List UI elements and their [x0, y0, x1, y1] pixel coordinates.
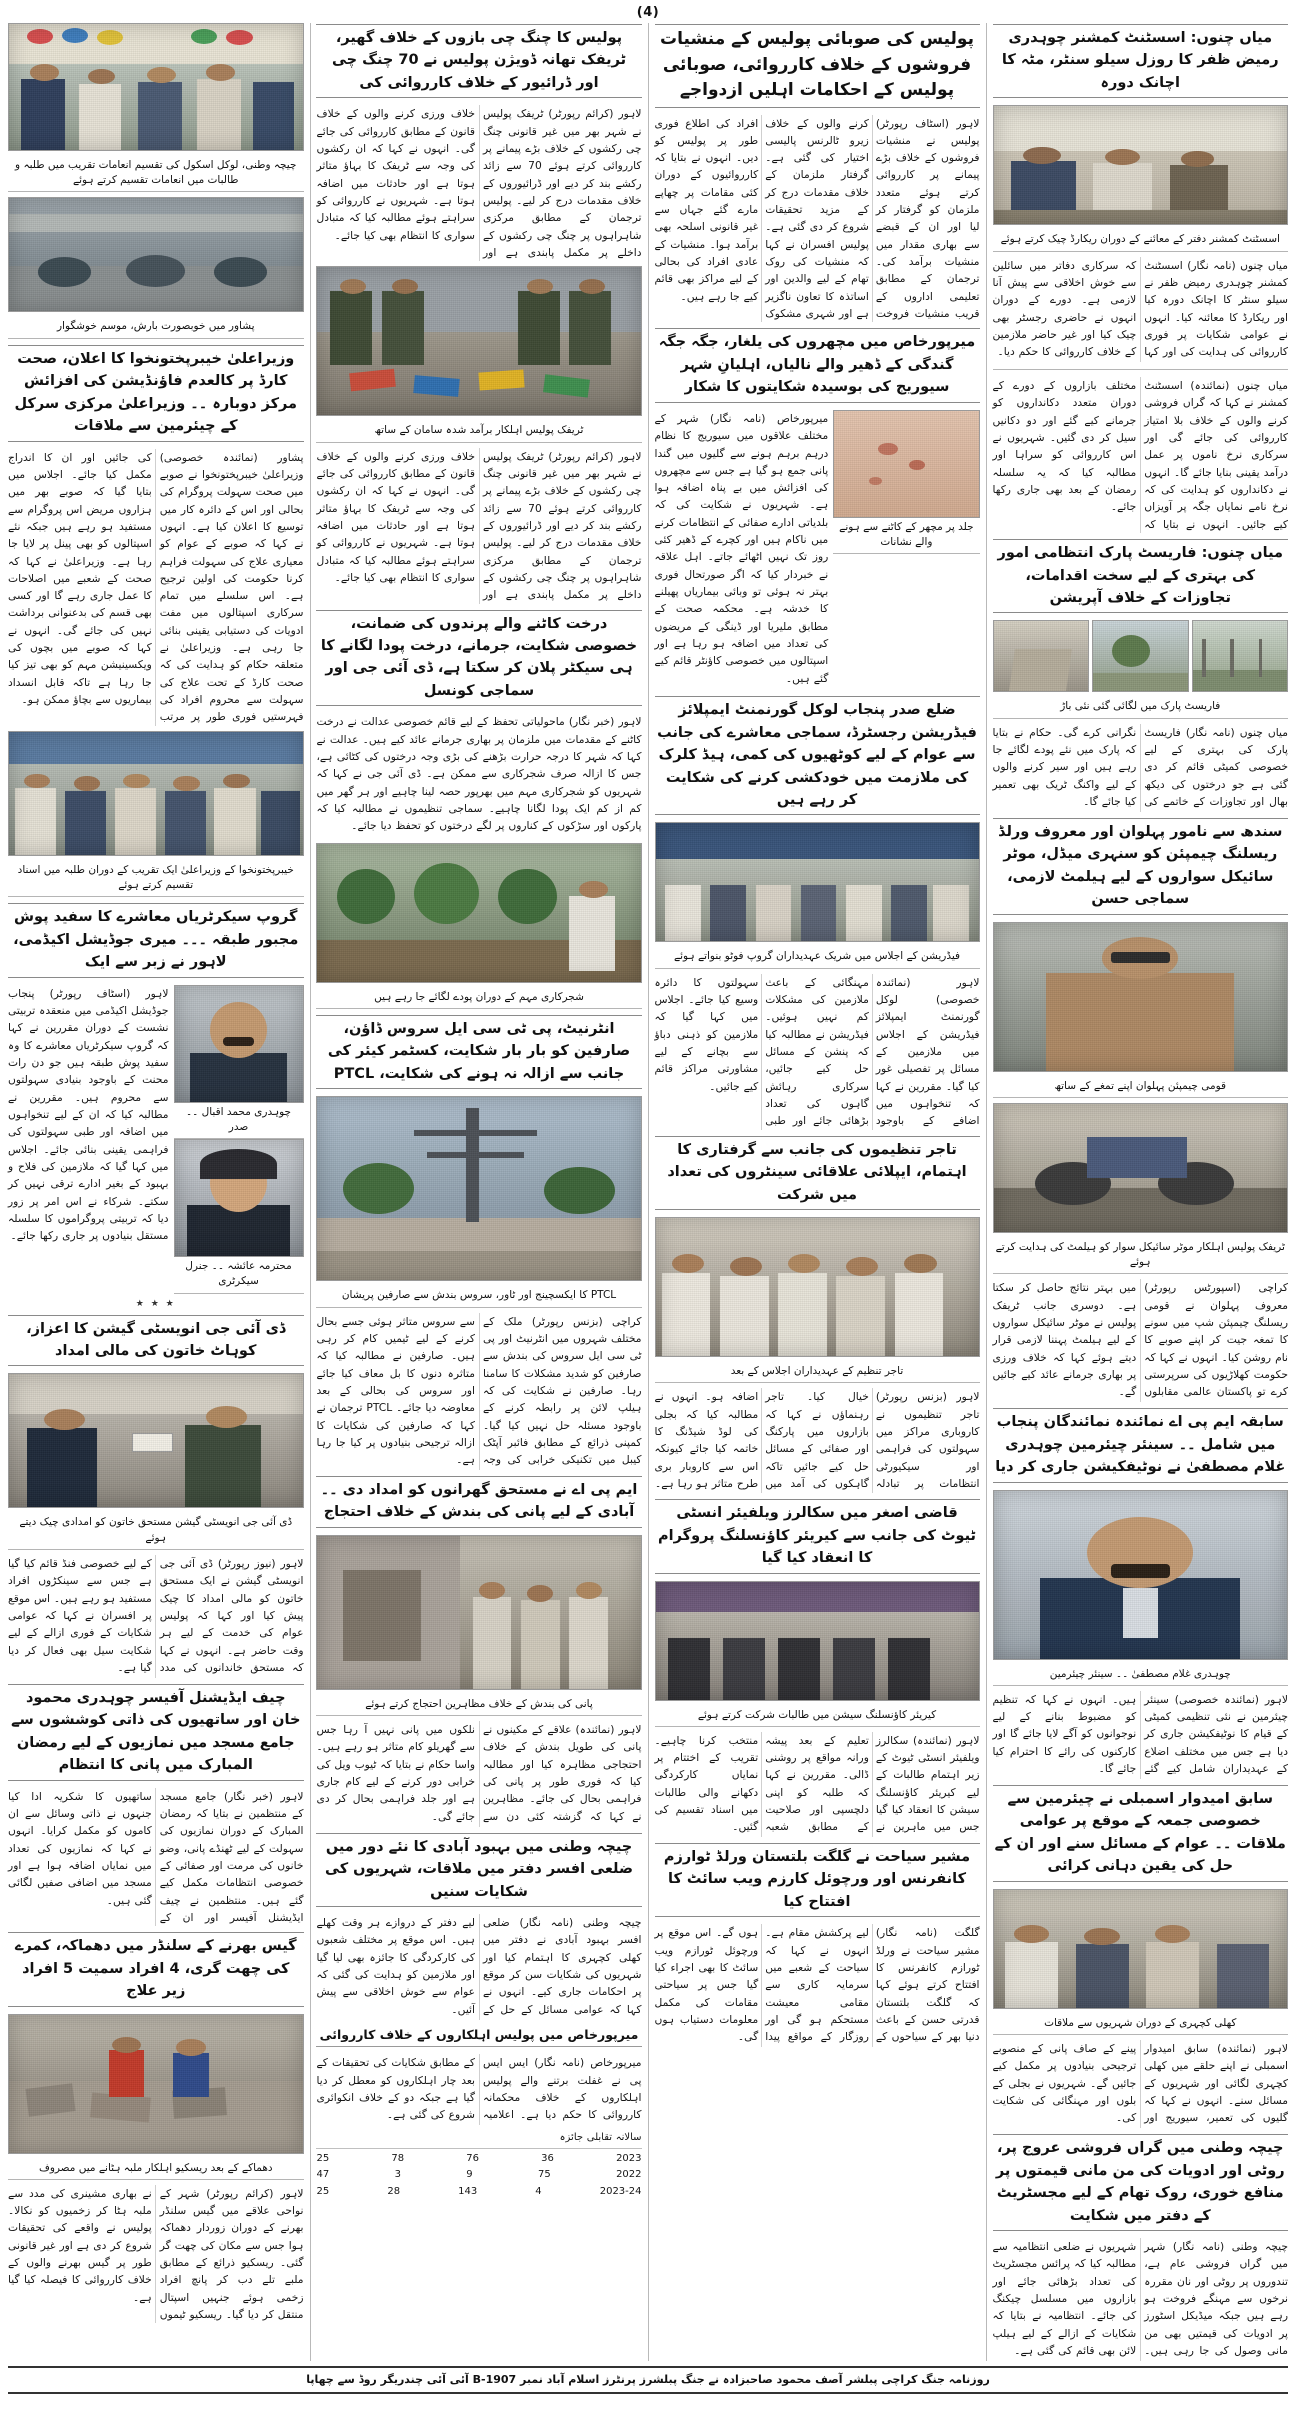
column-divider-1 [310, 23, 311, 2361]
photo-ptcl-tower [316, 1096, 641, 1281]
page-footer: روزنامہ جنگ کراچی پبلشر آصف محمود صاحبزادہ نے جنگ پبلشرز پرنٹرز اسلام آباد نمبر 1907-B آئی آئی چندریگر روڈ سے چھاپا [8, 2366, 1288, 2395]
photo-public-meeting [993, 1889, 1288, 2009]
photo-chairman-portrait [993, 1490, 1288, 1660]
caption-chairman: چوہدری غلام مصطفیٰ ۔۔ سینئر چیئرمین [993, 1665, 1288, 1686]
caption-peshawar-rain: پشاور میں خوبصورت بارش، موسم خوشگوار [8, 317, 303, 338]
caption-federation-meeting: فیڈریشن کے اجلاس میں شریک عہدیداران گروپ فوٹو بنواتے ہوئے [655, 947, 980, 968]
photo-profile-man [174, 985, 304, 1103]
text-chingchi: لاہور (کرائم رپورٹر) ٹریفک پولیس نے شہر بھر میں غیر قانونی چنگ چی رکشوں کے خلاف بڑے پیمانے پر کارروائی کرتے ہوئے 70 سے زائد رکشے بند کر دیے اور ڈرائیوروں کے خلاف مقدمات درج کر لیے۔ پولیس ترجمان کے مطابق مرکزی شاہراہوں پر چنگ چی رکشوں کے داخلے پر مکمل پابندی ہے اور خلاف ورزی کرنے والوں کے خلاف قانون کے مطابق کارروائی کی جائے گی۔ انہوں نے کہا کہ ان رکشوں کی وجہ سے ٹریفک کا بہاؤ متاثر ہوتا ہے اور حادثات میں اضافہ ہوتا ہے۔ شہریوں نے کارروائی کو سراہتے ہوئے مطالبہ کیا کہ متبادل سواری کا انتظام بھی کیا جائے۔ [316, 107, 642, 260]
text-tourism: گلگت (نامہ نگار) مشیر سیاحت نے ورلڈ ٹورازم کانفرنس کا افتتاح کرتے ہوئے کہا کہ گلگت بلتستان قدرتی حسن کے باعث دنیا بھر کے سیاحوں کے لیے پرکشش مقام ہے۔ انہوں نے کہا کہ سیاحت کے شعبے میں سرمایہ کاری سے مقامی معیشت مستحکم ہو گی اور روزگار کے مواقع پیدا ہوں گے۔ اس موقع پر ورچوئل ٹورازم ویب سائٹ کا بھی اجراء کیا گیا جس پر سیاحتی مقامات کی مکمل معلومات دستیاب ہوں گی۔ [654, 1926, 980, 2044]
photo-career-counselling [655, 1581, 980, 1701]
caption-water-protest: پانی کی بندش کے خلاف مظاہرین احتجاج کرتے ہوئے [316, 1695, 641, 1716]
headline-drug-operation: پولیس کی صوبائی پولیس کے منشیات فروشوں کے خلاف کارروائی، صوبائی پولیس کے احکامات اہلیں ازدواجے [655, 24, 980, 108]
photo-cm-certificates [8, 731, 303, 856]
text-ptcl: کراچی (بزنس رپورٹر) ملک کے مختلف شہروں میں انٹرنیٹ اور پی ٹی سی ایل سروس کی بندش سے صارفین کو شدید مشکلات کا سامنا رہا۔ صارفین نے شکایت کی کہ ہیلپ لائن پر رابطہ کرنے کے باوجود مسئلہ حل نہیں کیا گیا۔ کمپنی ذرائع کے مطابق فائبر آپٹک کیبل میں تکنیکی خرابی کی وجہ سے سروس متاثر ہوئی جسے بحال کرنے کے لیے ٹیمیں کام کر رہی ہیں۔ صارفین نے مطالبہ کیا کہ متاثرہ دنوں کا بل معاف کیا جائے اور سروس کی بحالی کے بعد معاوضہ دیا جائے۔ PTCL ترجمان نے کہا کہ صارفین کی شکایات کا ازالہ ترجیحی بنیادوں پر کیا جا رہا ہے۔ [316, 1314, 642, 1467]
subhead-mirpurkhas: میرپورخاص میں پولیس اہلکاروں کے خلاف کارروائی [316, 2025, 641, 2048]
text-mosque-arrangements: لاہور (خبر نگار) جامع مسجد کے منتظمین نے بتایا کہ رمضان المبارک کے دوران نمازیوں کی سہولت کے لیے ٹھنڈے پانی، وضو خانوں کی مرمت اور صفائی کے خصوصی انتظامات مکمل کیے گئے ہیں۔ منتظمین نے چیف ایڈیشنل آفیسر اور ان کے ساتھیوں کا شکریہ ادا کیا جنہوں نے ذاتی وسائل سے ان کاموں کو مکمل کرایا۔ انہوں نے کہا کہ نمازیوں کی تعداد میں نمایاں اضافہ ہوا ہے اور مسجد میں اضافی صفیں لگائی گئی ہیں۔ [8, 1789, 304, 1924]
caption-ptcl-tower: PTCL کا ایکسچینج اور ٹاور، سروس بندش سے صارفین پریشان [316, 1286, 641, 1307]
headline-dig-aid: ڈی آئی جی انویسٹی گیشن کا اعزاز، کوہاٹ خاتون کی مالی امداد [8, 1315, 303, 1367]
caption-cm-certificates: خیبرپختونخوا کے وزیراعلیٰ ایک تقریب کے دوران طلبہ میں اسناد تقسیم کرتے ہوئے [8, 861, 303, 897]
table-row: 2023 36 76 78 25 [316, 2153, 642, 2165]
text-career-counselling: لاہور (نمائندہ) سکالرز ویلفیئر انسٹی ٹیوٹ کے زیر اہتمام طالبات کے لیے کیریئر کاؤنسلنگ سیشن کا انعقاد کیا گیا جس میں ماہرین نے تعلیم کے بعد پیشہ ورانہ مواقع پر روشنی ڈالی۔ مقررین نے کہا کہ طلبہ کو اپنی دلچسپی اور صلاحیت کے مطابق شعبہ منتخب کرنا چاہیے۔ تقریب کے اختتام پر نمایاں کارکردگی دکھانے والی طالبات میں اسناد تقسیم کی گئیں۔ [654, 1733, 980, 1834]
headline-cylinder-blast: گیس بھرنے کے سلنڈر میں دھماکہ، کمرے کی چھت گری، 4 افراد سمیت 5 افراد زیر علاج [8, 1932, 303, 2006]
page-grid [8, 23, 1288, 2361]
text-traders: لاہور (بزنس رپورٹر) تاجر تنظیموں نے کاروباری مراکز میں سہولتوں کی فراہمی اور سیکیورٹی انتظامات پر تبادلہ خیال کیا۔ تاجر رہنماؤں نے کہا کہ بازاروں میں پارکنگ اور صفائی کے مسائل حل کیے جائیں تاکہ گاہکوں کی آمد میں اضافہ ہو۔ انہوں نے مطالبہ کیا کہ بجلی کی لوڈ شیڈنگ کا خاتمہ کیا جائے کیونکہ اس سے کاروبار بری طرح متاثر ہو رہا ہے۔ [654, 1390, 980, 1490]
headline-traders: تاجر تنظیموں کی جانب سے گرفتاری کا اہتمام، ایپلائی علاقائی سینٹروں کی تعداد میں شرکت [655, 1136, 980, 1210]
text-price-hike: چیچہ وطنی (نامہ نگار) شہر میں گراں فروشی عام ہے، تندوروں پر روٹی اور نان مقررہ نرخوں سے مہنگے فروخت ہو رہے ہیں جبکہ میڈیکل اسٹورز پر ادویات کی قیمتیں بھی من مانی وصول کی جا رہی ہیں۔ شہریوں نے ضلعی انتظامیہ سے مطالبہ کیا کہ پرائس مجسٹریٹ کی تعداد بڑھائی جائے اور بازاروں میں مسلسل چیکنگ کی جائے۔ انتظامیہ نے بتایا کہ شکایات کے ازالے کے لیے ہیلپ لائن بھی قائم کی گئی ہے۔ [992, 2240, 1288, 2357]
caption-profile-man: چوہدری محمد اقبال ۔۔ صدر [174, 1103, 304, 1139]
photo-strip-park [993, 620, 1288, 692]
table-row: 2023-24 4 143 28 25 [316, 2185, 642, 2197]
caption-public-meeting: کھلی کچہری کے دوران شہریوں سے ملاقات [993, 2014, 1288, 2035]
caption-ac-office: اسسٹنٹ کمشنر دفتر کے معائنے کے دوران ریکارڈ چیک کرتے ہوئے [993, 230, 1288, 251]
column-left: چیچہ وطنی، لوکل اسکول کی تقسیم انعامات تقریب میں طلبہ و طالبات میں انعامات تقسیم کرتے ہوئے پشاور میں خوبصورت بارش، موسم خوشگوار وزیراعلیٰ خیبرپختونخوا کا اعلان، صحت کارڈ پر کالعدم فاؤنڈیشن کی افزائش مرکز دوبارہ ۔۔ وزیراعلیٰ مرکزی سرکل کے چیئرمین سے ملاقات پشاور (نمائندہ خصوصی) وزیراعلیٰ خیبرپختونخوا نے صوبے میں صحت سہولت پروگرام کی بحالی اور اس کے دائرہ کار میں توسیع کا اعلان کیا ہے۔ انہوں نے کہا کہ صوبے کے عوام کو معیاری علاج کی سہولت فراہم کرنا حکومت کی اولین ترجیح ہے۔ اس سلسلے میں تمام سرکاری اسپتالوں میں مفت ادویات کی دستیابی یقینی بنائی جا رہی ہے۔ وزیراعلیٰ نے متعلقہ حکام کو ہدایت کی کہ صحت کارڈ کے تحت علاج کی سہولت سے محروم افراد کی فہرستیں فوری طور پر مرتب کی جائیں اور ان کا اندراج مکمل کیا جائے۔ اجلاس میں بتایا گیا کہ صوبے بھر میں ہزاروں مریض اس پروگرام سے مستفید ہو رہے ہیں جبکہ نئے اسپتالوں کو بھی پینل پر لایا جا رہا ہے۔ وزیراعلیٰ نے کہا کہ صحت کے شعبے میں اصلاحات کا عمل جاری رہے گا اور کسی بھی قسم کی بدعنوانی برداشت نہیں کی جائے گی۔ انہوں نے کہا کہ صوبے میں بچوں کی ویکسینیشن مہم کو بھی تیز کیا جا رہا ہے تاکہ قابل انسداد بیماریوں سے بچاؤ ممکن ہو۔ خیبرپختونخوا کے وزیراعلیٰ ایک تقریب کے دوران طلبہ میں اسناد تقسیم کرتے ہوئے گروپ سیکرٹریاں معاشرے کا سفید پوش مجبور طبقہ ۔۔۔ میری جوڈیشل اکیڈمی، لاہور نے زبر سے ایک چوہدری محمد اقبال ۔۔ صدر محترمہ عائشہ ۔۔ جنرل سیکرٹری لاہور (اسٹاف رپورٹر) پنجاب جوڈیشل اکیڈمی میں منعقدہ تربیتی نشست کے دوران مقررین نے کہا کہ گروپ سیکرٹریاں معاشرے کا وہ سفید پوش طبقہ ہیں جو دن رات محنت کے باوجود بنیادی سہولتوں سے محروم ہیں۔ مقررین نے مطالبہ کیا کہ ان کے لیے تنخواہوں میں اضافہ اور طبی سہولتوں کی فراہمی یقینی بنائی جائے۔ اجلاس میں کہا گیا کہ ملازمین کی فلاح و بہبود کے بغیر ادارے ترقی نہیں کر سکتے۔ شرکاء نے اس امر پر زور دیا کہ تربیتی پروگراموں کا سلسلہ مستقل بنیادوں پر جاری رکھا جائے۔ ★ ★ ★ ڈی آئی جی انویسٹی گیشن کا اعزاز، کوہاٹ خاتون کی مالی امداد ڈی آئی جی انویسٹی گیشن مستحق خاتون کو امدادی چیک دیتے ہوئے لاہور (نیوز رپورٹر) ڈی آئی جی انویسٹی گیشن نے ایک مستحق خاتون کو مالی امداد کا چیک پیش کیا اور کہا کہ پولیس عوام کی خدمت کے لیے ہر وقت حاضر ہے۔ انہوں نے کہا کہ مستحق خاندانوں کی مدد کے لیے خصوصی فنڈ قائم کیا گیا ہے جس سے سینکڑوں افراد مستفید ہو رہے ہیں۔ اس موقع پر افسران نے کہا کہ عوامی شکایات کے فوری ازالے کے لیے شکایت سیل بھی فعال کر دیا گیا ہے۔ چیف ایڈیشنل آفیسر چوہدری محمود خان اور ساتھیوں کی ذاتی کوششوں سے جامع مسجد میں نمازیوں کے لیے رمضان المبارک میں پانی کا انتظام لاہور (خبر نگار) جامع مسجد کے منتظمین نے بتایا کہ رمضان المبارک کے دوران نمازیوں کی سہولت کے لیے ٹھنڈے پانی، وضو خانوں کی مرمت اور صفائی کے خصوصی انتظامات مکمل کیے گئے ہیں۔ منتظمین نے چیف ایڈیشنل آفیسر اور ان کے ساتھیوں کا شکریہ ادا کیا جنہوں نے ذاتی وسائل سے ان کاموں کو مکمل کرایا۔ انہوں نے کہا کہ نمازیوں کی تعداد میں نمایاں اضافہ ہوا ہے اور مسجد میں اضافی صفیں لگائی گئی ہیں۔ گیس بھرنے کے سلنڈر میں دھماکہ، کمرے کی چھت گری، 4 افراد سمیت 5 افراد زیر علاج دھماکے کے بعد ریسکیو اہلکار ملبہ ہٹانے میں مصروف لاہور (کرائم رپورٹر) شہر کے نواحی علاقے میں گیس سلنڈر بھرنے کے دوران زوردار دھماکہ ہوا جس سے مکان کی چھت گر گئی۔ ریسکیو ذرائع کے مطابق ملبے تلے دب کر پانچ افراد زخمی ہوئے جنہیں اسپتال منتقل کر دیا گیا۔ ریسکیو ٹیموں نے بھاری مشینری کی مدد سے ملبہ ہٹا کر زخمیوں کو نکالا۔ پولیس نے واقعے کی تحقیقات شروع کر دی ہے اور غیر قانونی طور پر گیس بھرنے والوں کے خلاف کارروائی کا فیصلہ کیا گیا ہے۔ [8, 23, 303, 2323]
column-center-left: پولیس کا چنگ چی بازوں کے خلاف گھیر، ٹریفک تھانہ ڈویژن پولیس نے 70 چنگ چی اور ڈرائیور کے خلاف کارروائی کی لاہور (کرائم رپورٹر) ٹریفک پولیس نے شہر بھر میں غیر قانونی چنگ چی رکشوں کے خلاف بڑے پیمانے پر کارروائی کرتے ہوئے 70 سے زائد رکشے بند کر دیے اور ڈرائیوروں کے خلاف مقدمات درج کر لیے۔ پولیس ترجمان کے مطابق مرکزی شاہراہوں پر چنگ چی رکشوں کے داخلے پر مکمل پابندی ہے اور خلاف ورزی کرنے والوں کے خلاف قانون کے مطابق کارروائی کی جائے گی۔ انہوں نے کہا کہ ان رکشوں کی وجہ سے ٹریفک کا بہاؤ متاثر ہوتا ہے اور حادثات میں اضافہ ہوتا ہے۔ شہریوں نے کارروائی کو سراہتے ہوئے مطالبہ کیا کہ متبادل سواری کا انتظام بھی کیا جائے۔ ٹریفک پولیس اہلکار برآمد شدہ سامان کے ساتھ لاہور (کرائم رپورٹر) ٹریفک پولیس نے شہر بھر میں غیر قانونی چنگ چی رکشوں کے خلاف بڑے پیمانے پر کارروائی کرتے ہوئے 70 سے زائد رکشے بند کر دیے اور ڈرائیوروں کے خلاف مقدمات درج کر لیے۔ پولیس ترجمان کے مطابق مرکزی شاہراہوں پر چنگ چی رکشوں کے داخلے پر مکمل پابندی ہے اور خلاف ورزی کرنے والوں کے خلاف قانون کے مطابق کارروائی کی جائے گی۔ انہوں نے کہا کہ ان رکشوں کی وجہ سے ٹریفک کا بہاؤ متاثر ہوتا ہے اور حادثات میں اضافہ ہوتا ہے۔ شہریوں نے کارروائی کو سراہتے ہوئے مطالبہ کیا کہ متبادل سواری کا انتظام بھی کیا جائے۔ درخت کاٹنے والے پرندوں کی ضمانت، خصوصی شکایت، جرمانے، درخت پودا لگانے کا ہی سیکٹر پلان کر سکتا ہے، ڈی آئی جی اور سماجی کونسل لاہور (خبر نگار) ماحولیاتی تحفظ کے لیے قائم خصوصی عدالت نے درخت کاٹنے کے مقدمات میں ملزمان پر بھاری جرمانے عائد کیے ہیں۔ عدالت نے کہا کہ شہر کا درجہ حرارت بڑھنے کی بڑی وجہ درختوں کی کٹائی ہے، جس کا ازالہ صرف شجرکاری سے ممکن ہے۔ ڈی آئی جی نے کہا کہ شہریوں کو شجرکاری مہم میں بھرپور حصہ لینا چاہیے اور ہر گھر میں کم از کم ایک پودا لگانا چاہیے۔ سماجی تنظیموں نے مطالبہ کیا کہ پارکوں اور سڑکوں کے کناروں پر لگے درختوں کو تحفظ دیا جائے۔ شجرکاری مہم کے دوران پودے لگائے جا رہے ہیں انٹرنیٹ، پی ٹی سی ایل سروس ڈاؤن، صارفین کو بار بار شکایت، کسٹمر کیئر کی جانب سے ازالہ نہ ہونے کی شکایت، PTCL PTCL کا ایکسچینج اور ٹاور، سروس بندش سے صارفین پریشان کراچی (بزنس رپورٹر) ملک کے مختلف شہروں میں انٹرنیٹ اور پی ٹی سی ایل سروس کی بندش سے صارفین کو شدید مشکلات کا سامنا رہا۔ صارفین نے شکایت کی کہ ہیلپ لائن پر رابطہ کرنے کے باوجود مسئلہ حل نہیں کیا گیا۔ کمپنی ذرائع کے مطابق فائبر آپٹک کیبل میں تکنیکی خرابی کی وجہ سے سروس متاثر ہوئی جسے بحال کرنے کے لیے ٹیمیں کام کر رہی ہیں۔ صارفین نے مطالبہ کیا کہ متاثرہ دنوں کا بل معاف کیا جائے اور سروس کی بحالی کے بعد معاوضہ دیا جائے۔ PTCL ترجمان نے کہا کہ صارفین کی شکایات کا ازالہ ترجیحی بنیادوں پر کیا جا رہا ہے۔ ایم پی اے نے مستحق گھرانوں کو امداد دی ۔۔ آبادی کے لیے پانی کی بندش کے خلاف احتجاج پانی کی بندش کے خلاف مظاہرین احتجاج کرتے ہوئے لاہور (نمائندہ) علاقے کے مکینوں نے پانی کی طویل بندش کے خلاف احتجاجی مظاہرہ کیا اور مطالبہ کیا کہ فوری طور پر پانی کی فراہمی بحال کی جائے۔ مظاہرین نے کہا کہ گزشتہ کئی دن سے نلکوں میں پانی نہیں آ رہا جس سے گھریلو کام متاثر ہو رہے ہیں۔ واسا حکام نے بتایا کہ ٹیوب ویل کی خرابی دور کرنے کے لیے کام جاری ہے اور جلد فراہمی بحال کر دی جائے گی۔ چیچہ وطنی میں بہبود آبادی کا نئے دور میں ضلعی افسر دفتر میں ملاقات، شہریوں کی شکایات سنیں چیچہ وطنی (نامہ نگار) ضلعی افسر بہبود آبادی نے دفتر میں کھلی کچہری کا اہتمام کیا اور شہریوں کی شکایات سن کر موقع پر احکامات جاری کیے۔ انہوں نے کہا کہ عوامی مسائل کے حل کے لیے دفتر کے دروازے ہر وقت کھلے ہیں۔ اس موقع پر مختلف شعبوں کی کارکردگی کا جائزہ بھی لیا گیا اور ملازمین کو ہدایت کی گئی کہ عوام سے خوش اخلاقی سے پیش آئیں۔ میرپورخاص میں پولیس اہلکاروں کے خلاف کارروائی میرپورخاص (نامہ نگار) ایس ایس پی نے غفلت برتنے والے پولیس اہلکاروں کے خلاف محکمانہ کارروائی کا حکم دیا ہے۔ اعلامیہ کے مطابق شکایات کی تحقیقات کے بعد چار اہلکاروں کو معطل کر دیا گیا ہے جبکہ دو کے خلاف انکوائری شروع کی گئی ہے۔ سالانہ تقابلی جائزہ 2023 36 76 78 25 2022 75 9 3 47 2023-24 4 143 28 25 [316, 23, 641, 2200]
headline-secretaries: گروپ سیکرٹریاں معاشرے کا سفید پوش مجبور طبقہ ۔۔۔ میری جوڈیشل اکیڈمی، لاہور نے زبر سے ایک [8, 903, 303, 977]
caption-career-counselling: کیریئر کاؤنسلنگ سیشن میں طالبات شرکت کرتے ہوئے [655, 1706, 980, 1727]
text-cylinder-blast: لاہور (کرائم رپورٹر) شہر کے نواحی علاقے میں گیس سلنڈر بھرنے کے دوران زوردار دھماکہ ہوا جس سے مکان کی چھت گر گئی۔ ریسکیو ذرائع کے مطابق ملبے تلے دب کر پانچ افراد زخمی ہوئے جنہیں اسپتال منتقل کر دیا گیا۔ ریسکیو ٹیموں نے بھاری مشینری کی مدد سے ملبہ ہٹا کر زخمیوں کو نکالا۔ پولیس نے واقعے کی تحقیقات شروع کر دی ہے اور غیر قانونی طور پر گیس بھرنے والوں کے خلاف کارروائی کا فیصلہ کیا گیا ہے۔ [8, 2186, 304, 2322]
comparison-table [316, 2130, 641, 2200]
caption-wrestler: قومی چیمپئن پہلوان اپنے تمغے کے ساتھ [993, 1077, 1288, 1098]
headline-ptcl: انٹرنیٹ، پی ٹی سی ایل سروس ڈاؤن، صارفین کو بار بار شکایت، کسٹمر کیئر کی جانب سے ازالہ نہ ہونے کی شکایت، PTCL [316, 1015, 641, 1089]
column-divider-3 [986, 23, 987, 2361]
headline-notification: سابقہ ایم پی اے نمائندہ نمائندگان پنجاب میں شامل ۔۔ سینئر چیئرمین چوہدری غلام مصطفیٰ نے نوٹیفکیشن جاری کر دیا [993, 1408, 1288, 1482]
headline-wrestler: سندھ سے نامور پہلوان اور معروف ورلڈ ریسلنگ چیمپئن کو سنہری میڈل، موٹر سائیکل سواروں کے لیے ہیلمٹ لازمی، سماجی حسن [993, 818, 1288, 915]
photo-tree-planting [316, 843, 641, 983]
table-caption: سالانہ تقابلی جائزہ [316, 2130, 641, 2149]
text-ac-visit: میاں چنوں (نامہ نگار) اسسٹنٹ کمشنر چوہدری رمیض ظفر نے سیلو سنٹر کا اچانک دورہ کیا اور ریکارڈ کا معائنہ کیا۔ انہوں نے عوامی شکایات پر فوری کارروائی کی ہدایت کی اور کہا کہ سرکاری دفاتر میں سائلین سے خوش اخلاقی سے پیش آنا لازمی ہے۔ دورے کے دوران انہوں نے حاضری رجسٹر بھی چیک کیا اور غیر حاضر ملازمین کے خلاف کارروائی کا حکم دیا۔ [992, 258, 1288, 359]
caption-helmet: ٹریفک پولیس اہلکار موٹر سائیکل سوار کو ہیلمٹ کی ہدایت کرتے ہوئے [993, 1238, 1288, 1274]
text-health-card: پشاور (نمائندہ خصوصی) وزیراعلیٰ خیبرپختونخوا نے صوبے میں صحت سہولت پروگرام کی بحالی اور اس کے دائرہ کار میں توسیع کا اعلان کیا ہے۔ انہوں نے کہا کہ صوبے کے عوام کو معیاری علاج کی سہولت فراہم کرنا حکومت کی اولین ترجیح ہے۔ اس سلسلے میں تمام سرکاری اسپتالوں میں مفت ادویات کی دستیابی یقینی بنائی جا رہی ہے۔ وزیراعلیٰ نے متعلقہ حکام کو ہدایت کی کہ صحت کارڈ کے تحت علاج کی سہولت سے محروم افراد کی فہرستیں فوری طور پر مرتب کی جائیں اور ان کا اندراج مکمل کیا جائے۔ اجلاس میں بتایا گیا کہ صوبے بھر میں ہزاروں مریض اس پروگرام سے مستفید ہو رہے ہیں جبکہ نئے اسپتالوں کو بھی پینل پر لایا جا رہا ہے۔ وزیراعلیٰ نے کہا کہ صحت کے شعبے میں اصلاحات کا عمل جاری رہے گا اور کسی بھی قسم کی بدعنوانی برداشت نہیں کی جائے گی۔ انہوں نے کہا کہ صوبے میں بچوں کی ویکسینیشن مہم کو بھی تیز کیا جا رہا ہے تاکہ قابل انسداد بیماریوں سے بچاؤ ممکن ہو۔ [8, 450, 304, 724]
caption-profile-woman: محترمہ عائشہ ۔۔ جنرل سیکرٹری [174, 1257, 304, 1293]
text-public-meeting: لاہور (نمائندہ) سابق امیدوار اسمبلی نے اپنے حلقے میں کھلی کچہری لگائی اور شہریوں کے مسائل سنے۔ انہوں نے کہا کہ گلیوں کی تعمیر، سیوریج اور پینے کے صاف پانی کے منصوبے ترجیحی بنیادوں پر مکمل کیے جائیں گے۔ شہریوں نے بجلی کے بلوں اور مہنگائی کی شکایت کی۔ [992, 2042, 1288, 2125]
table-row: 2022 75 9 3 47 [316, 2169, 642, 2181]
column-center-right: پولیس کی صوبائی پولیس کے منشیات فروشوں کے خلاف کارروائی، صوبائی پولیس کے احکامات اہلیں ازدواجے لاہور (اسٹاف رپورٹر) پولیس نے منشیات فروشوں کے خلاف بڑے پیمانے پر کارروائی کرتے ہوئے متعدد ملزمان کو گرفتار کر لیا اور ان کے قبضے سے بھاری مقدار میں منشیات برآمد کی۔ ترجمان کے مطابق تعلیمی اداروں کے قریب منشیات فروخت کرنے والوں کے خلاف زیرو ٹالرنس پالیسی اختیار کی گئی ہے۔ گرفتار ملزمان کے خلاف مقدمات درج کر کے مزید تحقیقات شروع کر دی گئی ہے۔ پولیس افسران نے کہا کہ منشیات کی روک تھام کے لیے والدین اور اساتذہ کا تعاون ناگزیر ہے اور شہری مشکوک افراد کی اطلاع فوری طور پر پولیس کو دیں۔ انہوں نے بتایا کہ کارروائیوں کے دوران کئی مقامات پر چھاپے مارے گئے جہاں سے غیر قانونی اسلحہ بھی برآمد ہوا۔ منشیات کے عادی افراد کی بحالی کے لیے مراکز بھی قائم کیے جا رہے ہیں۔ میرپورخاص میں مچھروں کی یلغار، جگہ جگہ گندگی کے ڈھیر والے نالیاں، اہلیانِ شہر سیوریج کی بوسیدہ شکایتوں کا شکار جلد پر مچھر کے کاٹنے سے ہونے والے نشانات میرپورخاص (نامہ نگار) شہر کے مختلف علاقوں میں سیوریج کا نظام درہم برہم ہونے سے گلیوں میں گندا پانی جمع ہو گیا ہے جس سے مچھروں کی افزائش میں بے پناہ اضافہ ہوا ہے۔ شہریوں نے شکایت کی کہ بلدیاتی ادارے صفائی کے انتظامات کرنے میں ناکام ہیں اور کچرے کے ڈھیر کئی روز تک نہیں اٹھائے جاتے۔ اہل علاقہ نے خبردار کیا کہ اگر صورتحال فوری بہتر نہ ہوئی تو وبائی بیماریاں پھیلنے کا خدشہ ہے۔ محکمہ صحت کے مطابق ملیریا اور ڈینگی کے مریضوں کی تعداد میں اضافہ ہو رہا ہے اور اسپتالوں میں خصوصی کاؤنٹر قائم کیے گئے ہیں۔ ضلع صدر پنجاب لوکل گورنمنٹ ایمپلائز فیڈریشن رجسٹرڈ، سماجی معاشرے کی جانب سے عوام کے لیے کوٹھیوں کی کمی، ہیڈ کلرک کی ملازمت میں خودکشی کرنے کی شکایت کر رہے ہیں فیڈریشن کے اجلاس میں شریک عہدیداران گروپ فوٹو بنواتے ہوئے لاہور (نمائندہ خصوصی) لوکل گورنمنٹ ایمپلائز فیڈریشن کے اجلاس میں ملازمین کے مسائل پر تفصیلی غور کیا گیا۔ مقررین نے کہا کہ تنخواہوں میں اضافے کے باوجود مہنگائی کے باعث ملازمین کی مشکلات کم نہیں ہوئیں۔ فیڈریشن نے مطالبہ کیا کہ پنشن کے مسائل حل کیے جائیں، سرکاری رہائش گاہوں کی تعداد بڑھائی جائے اور طبی سہولتوں کا دائرہ وسیع کیا جائے۔ اجلاس میں کہا گیا کہ ملازمین کو ذہنی دباؤ سے بچانے کے لیے مشاورتی مراکز قائم کیے جائیں۔ تاجر تنظیموں کی جانب سے گرفتاری کا اہتمام، ایپلائی علاقائی سینٹروں کی تعداد میں شرکت تاجر تنظیم کے عہدیداران اجلاس کے بعد لاہور (بزنس رپورٹر) تاجر تنظیموں نے کاروباری مراکز میں سہولتوں کی فراہمی اور سیکیورٹی انتظامات پر تبادلہ خیال کیا۔ تاجر رہنماؤں نے کہا کہ بازاروں میں پارکنگ اور صفائی کے مسائل حل کیے جائیں تاکہ گاہکوں کی آمد میں اضافہ ہو۔ انہوں نے مطالبہ کیا کہ بجلی کی لوڈ شیڈنگ کا خاتمہ کیا جائے کیونکہ اس سے کاروبار بری طرح متاثر ہو رہا ہے۔ قاضی اصغر میں سکالرز ویلفیئر انسٹی ٹیوٹ کی جانب سے کیریئر کاؤنسلنگ پروگرام کا انعقاد کیا گیا کیریئر کاؤنسلنگ سیشن میں طالبات شرکت کرتے ہوئے لاہور (نمائندہ) سکالرز ویلفیئر انسٹی ٹیوٹ کے زیر اہتمام طالبات کے لیے کیریئر کاؤنسلنگ سیشن کا انعقاد کیا گیا جس میں ماہرین نے تعلیم کے بعد پیشہ ورانہ مواقع پر روشنی ڈالی۔ مقررین نے کہا کہ طلبہ کو اپنی دلچسپی اور صلاحیت کے مطابق شعبہ منتخب کرنا چاہیے۔ تقریب کے اختتام پر نمایاں کارکردگی دکھانے والی طالبات میں اسناد تقسیم کی گئیں۔ مشیر سیاحت نے گلگت بلتستان ورلڈ ٹوارزم کانفرنس اور ورچوئل کارزم ویب سائٹ کا افتتاح کیا گلگت (نامہ نگار) مشیر سیاحت نے ورلڈ ٹورازم کانفرنس کا افتتاح کرتے ہوئے کہا کہ گلگت بلتستان قدرتی حسن کے باعث دنیا بھر کے سیاحوں کے لیے پرکشش مقام ہے۔ انہوں نے کہا کہ سیاحت کے شعبے میں سرمایہ کاری سے مقامی معیشت مستحکم ہو گی اور روزگار کے مواقع پیدا ہوں گے۔ اس موقع پر ورچوئل ٹورازم ویب سائٹ کا بھی اجراء کیا گیا جس پر سیاحتی مقامات کی مکمل معلومات دستیاب ہوں گی۔ [655, 23, 980, 2047]
photo-water-protest [316, 1535, 641, 1690]
section-separator-stars: ★ ★ ★ [135, 1298, 176, 1309]
text-forest-park: میاں چنوں (نامہ نگار) فاریسٹ پارک کی بہتری کے لیے خصوصی کمیٹی قائم کر دی گئی ہے جو درختوں کی دیکھ بھال اور تجاوزات کے خاتمے کی نگرانی کرے گی۔ حکام نے بتایا کہ پارک میں نئے پودے لگائے جا رہے ہیں اور سیر کرنے والوں کے لیے واکنگ ٹریک بھی تعمیر کیا جائے گا۔ [992, 725, 1288, 808]
photo-peshawar-rain [8, 197, 303, 312]
photo-school-ceremony [8, 23, 303, 151]
photo-helmet-check [993, 1103, 1288, 1233]
text-price-control: میاں چنوں (نمائندہ) اسسٹنٹ کمشنر نے کہا کہ گراں فروشی کرنے والوں کے خلاف بلا امتیاز کارروائی کی جائے گی اور سرکاری نرخ ناموں پر عمل درآمد یقینی بنایا جائے گا۔ انہوں نے دکانداروں کو ہدایت کی کہ نرخ نامے نمایاں جگہ پر آویزاں کیے جائیں۔ انہوں نے بتایا کہ مختلف بازاروں کے دورے کے دوران متعدد دکانداروں کو جرمانے کیے گئے اور دو دکانیں سیل کر دی گئیں۔ شہریوں نے اس کارروائی کو سراہا اور مطالبہ کیا کہ یہ سلسلہ رمضان کے بعد بھی جاری رکھا جائے۔ [992, 379, 1288, 531]
photo-profile-woman [174, 1139, 304, 1257]
photo-blast-rubble [8, 2014, 303, 2154]
headline-health-card: وزیراعلیٰ خیبرپختونخوا کا اعلان، صحت کارڈ پر کالعدم فاؤنڈیشن کی افزائش مرکز دوبارہ ۔۔ وزیراعلیٰ مرکزی سرکل کے چیئرمین سے ملاقات [8, 345, 303, 442]
column-divider-2 [648, 23, 649, 2361]
text-notification: لاہور (نمائندہ خصوصی) سینئر چیئرمین نے نئی تنظیمی کمیٹی کے قیام کا نوٹیفکیشن جاری کر دیا ہے جس میں مختلف اضلاع کے عہدیداران شامل کیے گئے ہیں۔ انہوں نے کہا کہ تنظیم کو مضبوط بنانے کے لیے نوجوانوں کو آگے لایا جائے گا اور کارکنوں کی رائے کا احترام کیا جائے گا۔ [992, 1692, 1288, 1776]
caption-cheque-handover: ڈی آئی جی انویسٹی گیشن مستحق خاتون کو امدادی چیک دیتے ہوئے [8, 1513, 303, 1549]
headline-water-protest: ایم پی اے نے مستحق گھرانوں کو امداد دی ۔۔ آبادی کے لیے پانی کی بندش کے خلاف احتجاج [316, 1476, 641, 1528]
photo-mosquito-bites [833, 410, 979, 518]
photo-walking-track [993, 620, 1090, 692]
photo-ac-office [993, 105, 1288, 225]
headline-federation: ضلع صدر پنجاب لوکل گورنمنٹ ایمپلائز فیڈریشن رجسٹرڈ، سماجی معاشرے کی جانب سے عوام کے لیے کوٹھیوں کی کمی، ہیڈ کلرک کی ملازمت میں خودکشی کرنے کی شکایت کر رہے ہیں [655, 696, 980, 815]
text-federation: لاہور (نمائندہ خصوصی) لوکل گورنمنٹ ایمپلائز فیڈریشن کے اجلاس میں ملازمین کے مسائل پر تفصیلی غور کیا گیا۔ مقررین نے کہا کہ تنخواہوں میں اضافے کے باوجود مہنگائی کے باعث ملازمین کی مشکلات کم نہیں ہوئیں۔ فیڈریشن نے مطالبہ کیا کہ پنشن کے مسائل حل کیے جائیں، سرکاری رہائش گاہوں کی تعداد بڑھائی جائے اور طبی سہولتوں کا دائرہ وسیع کیا جائے۔ اجلاس میں کہا گیا کہ ملازمین کو ذہنی دباؤ سے بچانے کے لیے مشاورتی مراکز قائم کیے جائیں۔ [654, 975, 980, 1128]
photo-park-inside [1092, 620, 1189, 692]
headline-mosque-arrangements: چیف ایڈیشنل آفیسر چوہدری محمود خان اور ساتھیوں کی ذاتی کوششوں سے جامع مسجد میں نمازیوں کے لیے رمضان المبارک میں پانی کا انتظام [8, 1684, 303, 1781]
photo-recovered-items [316, 266, 641, 416]
photo-park-fence [1192, 620, 1289, 692]
headline-tourism: مشیر سیاحت نے گلگت بلتستان ورلڈ ٹوارزم کانفرنس اور ورچوئل کارزم ویب سائٹ کا افتتاح کیا [655, 1843, 980, 1917]
caption-park: فاریسٹ پارک میں لگائی گئی نئی باڑ [993, 697, 1288, 718]
headline-population-welfare: چیچہ وطنی میں بہبود آبادی کا نئے دور میں ضلعی افسر دفتر میں ملاقات، شہریوں کی شکایات سنیں [316, 1833, 641, 1907]
headline-career-counselling: قاضی اصغر میں سکالرز ویلفیئر انسٹی ٹیوٹ کی جانب سے کیریئر کاؤنسلنگ پروگرام کا انعقاد کیا گیا [655, 1499, 980, 1573]
caption-recovered-items: ٹریفک پولیس اہلکار برآمد شدہ سامان کے ساتھ [316, 421, 641, 442]
caption-blast-rubble: دھماکے کے بعد ریسکیو اہلکار ملبہ ہٹانے میں مصروف [8, 2159, 303, 2180]
photo-traders [655, 1217, 980, 1357]
page-number: (4) [636, 5, 660, 20]
photo-wrestler [993, 922, 1288, 1072]
photo-cheque-handover [8, 1373, 303, 1508]
text-drug-operation: لاہور (اسٹاف رپورٹر) پولیس نے منشیات فروشوں کے خلاف بڑے پیمانے پر کارروائی کرتے ہوئے متعدد ملزمان کو گرفتار کر لیا اور ان کے قبضے سے بھاری مقدار میں منشیات برآمد کی۔ ترجمان کے مطابق تعلیمی اداروں کے قریب منشیات فروخت کرنے والوں کے خلاف زیرو ٹالرنس پالیسی اختیار کی گئی ہے۔ گرفتار ملزمان کے خلاف مقدمات درج کر کے مزید تحقیقات شروع کر دی گئی ہے۔ پولیس افسران نے کہا کہ منشیات کی روک تھام کے لیے والدین اور اساتذہ کا تعاون ناگزیر ہے اور شہری مشکوک افراد کی اطلاع فوری طور پر پولیس کو دیں۔ انہوں نے بتایا کہ کارروائیوں کے دوران کئی مقامات پر چھاپے مارے گئے جہاں سے غیر قانونی اسلحہ بھی برآمد ہوا۔ منشیات کے عادی افراد کی بحالی کے لیے مراکز بھی قائم کیے جا رہے ہیں۔ [654, 116, 980, 321]
headline-public-meeting: سابق امیدوار اسمبلی نے چیئرمین سے خصوصی جمعہ کے موقع پر عوامی ملاقات ۔۔ عوام کے مسائل سنے اور ان کے حل کی یقین دہانی کرائی [993, 1785, 1288, 1882]
text-chingchi-cont: لاہور (کرائم رپورٹر) ٹریفک پولیس نے شہر بھر میں غیر قانونی چنگ چی رکشوں کے خلاف بڑے پیمانے پر کارروائی کرتے ہوئے 70 سے زائد رکشے بند کر دیے اور ڈرائیوروں کے خلاف مقدمات درج کر لیے۔ پولیس ترجمان کے مطابق مرکزی شاہراہوں پر چنگ چی رکشوں کے داخلے پر مکمل پابندی ہے اور خلاف ورزی کرنے والوں کے خلاف قانون کے مطابق کارروائی کی جائے گی۔ انہوں نے کہا کہ ان رکشوں کی وجہ سے ٹریفک کا بہاؤ متاثر ہوتا ہے اور حادثات میں اضافہ ہوتا ہے۔ شہریوں نے کارروائی کو سراہتے ہوئے مطالبہ کیا کہ متبادل سواری کا انتظام بھی کیا جائے۔ [316, 449, 642, 602]
headline-trees: درخت کاٹنے والے پرندوں کی ضمانت، خصوصی شکایت، جرمانے، درخت پودا لگانے کا ہی سیکٹر پلان کر سکتا ہے، ڈی آئی جی اور سماجی کونسل [316, 610, 641, 707]
text-water-protest: لاہور (نمائندہ) علاقے کے مکینوں نے پانی کی طویل بندش کے خلاف احتجاجی مظاہرہ کیا اور مطالبہ کیا کہ فوری طور پر پانی کی فراہمی بحال کی جائے۔ مظاہرین نے کہا کہ گزشتہ کئی دن سے نلکوں میں پانی نہیں آ رہا جس سے گھریلو کام متاثر ہو رہے ہیں۔ واسا حکام نے بتایا کہ ٹیوب ویل کی خرابی دور کرنے کے لیے کام جاری ہے اور جلد فراہمی بحال کر دی جائے گی۔ [316, 1723, 642, 1823]
headline-chingchi: پولیس کا چنگ چی بازوں کے خلاف گھیر، ٹریفک تھانہ ڈویژن پولیس نے 70 چنگ چی اور ڈرائیور کے خلاف کارروائی کی [316, 24, 641, 98]
caption-tree-planting: شجرکاری مہم کے دوران پودے لگائے جا رہے ہیں [316, 988, 641, 1009]
text-population-welfare: چیچہ وطنی (نامہ نگار) ضلعی افسر بہبود آبادی نے دفتر میں کھلی کچہری کا اہتمام کیا اور شہریوں کی شکایات سن کر موقع پر احکامات جاری کیے۔ انہوں نے کہا کہ عوامی مسائل کے حل کے لیے دفتر کے دروازے ہر وقت کھلے ہیں۔ اس موقع پر مختلف شعبوں کی کارکردگی کا جائزہ بھی لیا گیا اور ملازمین کو ہدایت کی گئی کہ عوام سے خوش اخلاقی سے پیش آئیں۔ [316, 1916, 642, 2016]
text-wrestler: کراچی (اسپورٹس رپورٹر) معروف پہلوان نے قومی ریسلنگ چیمپئن شپ میں سونے کا تمغہ جیت کر اپنے صوبے کا نام روشن کیا۔ انہوں نے کہا کہ حکومت کھلاڑیوں کی سرپرستی کرے تو پاکستان عالمی مقابلوں میں بہتر نتائج حاصل کر سکتا ہے۔ دوسری جانب ٹریفک پولیس نے موٹر سائیکل سواروں کے لیے ہیلمٹ پہننا لازمی قرار دیتے ہوئے کہا کہ خلاف ورزی پر بھاری جرمانے عائد کیے جائیں گے۔ [992, 1281, 1288, 1399]
headline-forest-park: میاں چنوں: فاریسٹ پارک انتظامی امور کی بہتری کے لیے سخت اقدامات، تجاوزات کے خلاف آپریشن [993, 539, 1288, 613]
headline-price-hike: چیچہ وطنی میں گراں فروشی عروج پر، روٹی اور ادویات کی من مانی قیمتوں پر منافع خوری، روک تھام کے لیے مجسٹریٹ کے دفتر میں شکایت [993, 2134, 1288, 2231]
photo-federation-meeting [655, 822, 980, 942]
caption-traders: تاجر تنظیم کے عہدیداران اجلاس کے بعد [655, 1362, 980, 1383]
caption-mosquito-bites: جلد پر مچھر کے کاٹنے سے ہونے والے نشانات [833, 518, 979, 554]
column-right [993, 23, 1288, 2361]
headline-ac-visit: میاں چنوں: اسسٹنٹ کمشنر چوہدری رمیض ظفر کا روزل سیلو سنٹر، مٹہ کا اچانک دورہ [993, 24, 1288, 98]
text-dig-aid: لاہور (نیوز رپورٹر) ڈی آئی جی انویسٹی گیشن نے ایک مستحق خاتون کو مالی امداد کا چیک پیش کیا اور کہا کہ پولیس عوام کی خدمت کے لیے ہر وقت حاضر ہے۔ انہوں نے کہا کہ مستحق خاندانوں کی مدد کے لیے خصوصی فنڈ قائم کیا گیا ہے جس سے سینکڑوں افراد مستفید ہو رہے ہیں۔ اس موقع پر افسران نے کہا کہ عوامی شکایات کے فوری ازالے کے لیے شکایت سیل بھی فعال کر دیا گیا ہے۔ [8, 1556, 304, 1674]
caption-school-ceremony: چیچہ وطنی، لوکل اسکول کی تقسیم انعامات تقریب میں طلبہ و طالبات میں انعامات تقسیم کرتے ہوئے [8, 156, 303, 192]
text-mirpurkhas: میرپورخاص (نامہ نگار) ایس ایس پی نے غفلت برتنے والے پولیس اہلکاروں کے خلاف محکمانہ کارروائی کا حکم دیا ہے۔ اعلامیہ کے مطابق شکایات کی تحقیقات کے بعد چار اہلکاروں کو معطل کر دیا گیا ہے جبکہ دو کے خلاف انکوائری شروع کی گئی ہے۔ [316, 2056, 642, 2122]
headline-mosquitoes: میرپورخاص میں مچھروں کی یلغار، جگہ جگہ گندگی کے ڈھیر والے نالیاں، اہلیانِ شہر سیوریج کی بوسیدہ شکایتوں کا شکار [655, 328, 980, 402]
